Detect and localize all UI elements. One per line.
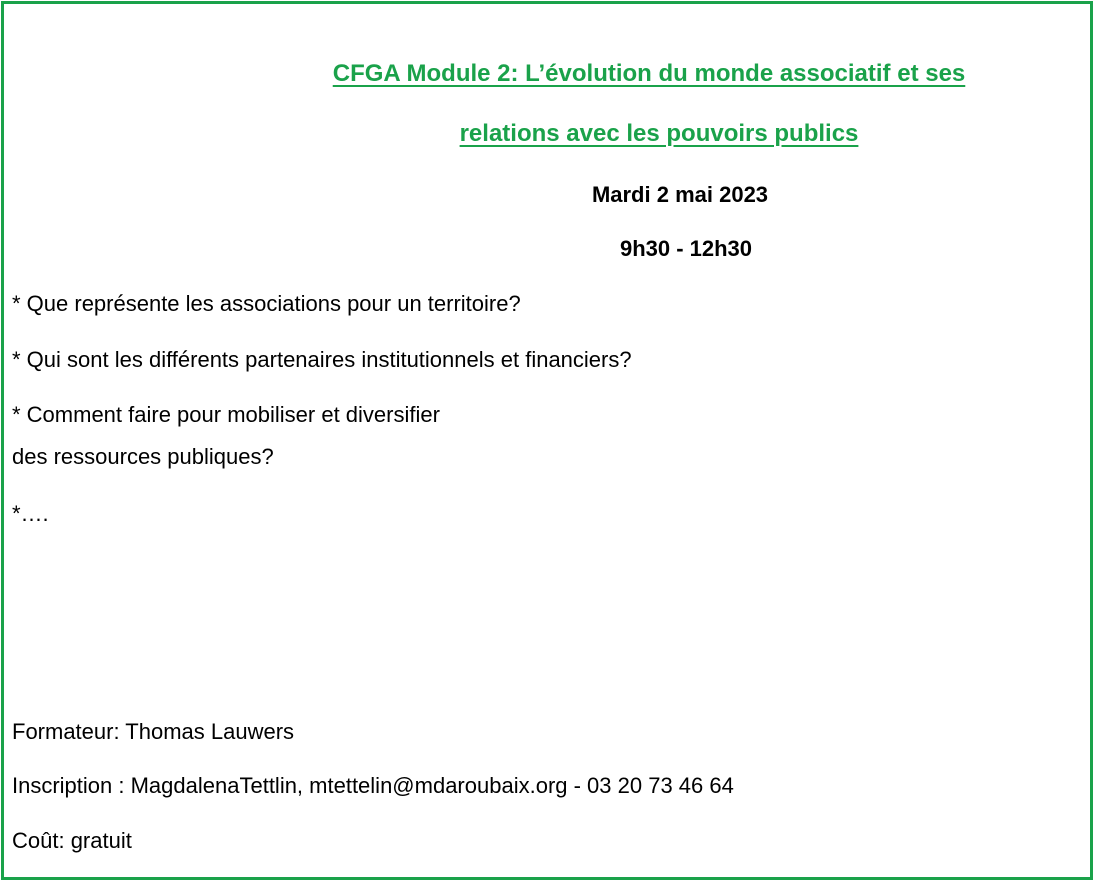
question-4: *….	[12, 501, 49, 526]
question-1: * Que représente les associations pour un territoire?	[12, 291, 521, 316]
trainer-info: Formateur: Thomas Lauwers	[12, 719, 295, 744]
title-line-2: relations avec les pouvoirs publics	[459, 120, 859, 147]
event-time: 9h30 - 12h30	[619, 236, 753, 261]
signup-info: Inscription : MagdalenaTettlin, mtettelin@mdaroubaix.org - 03 20 73 46 64	[12, 773, 734, 798]
question-2: * Qui sont les différents partenaires institutionnels et financiers?	[12, 347, 632, 372]
question-3-line-1: * Comment faire pour mobiliser et diversifier	[12, 402, 440, 427]
event-date: Mardi 2 mai 2023	[591, 182, 769, 207]
cost-info: Coût: gratuit	[12, 828, 132, 853]
question-3-line-2: des ressources publiques?	[12, 444, 274, 469]
title-line-1: CFGA Module 2: L’évolution du monde associatif et ses	[332, 60, 966, 87]
